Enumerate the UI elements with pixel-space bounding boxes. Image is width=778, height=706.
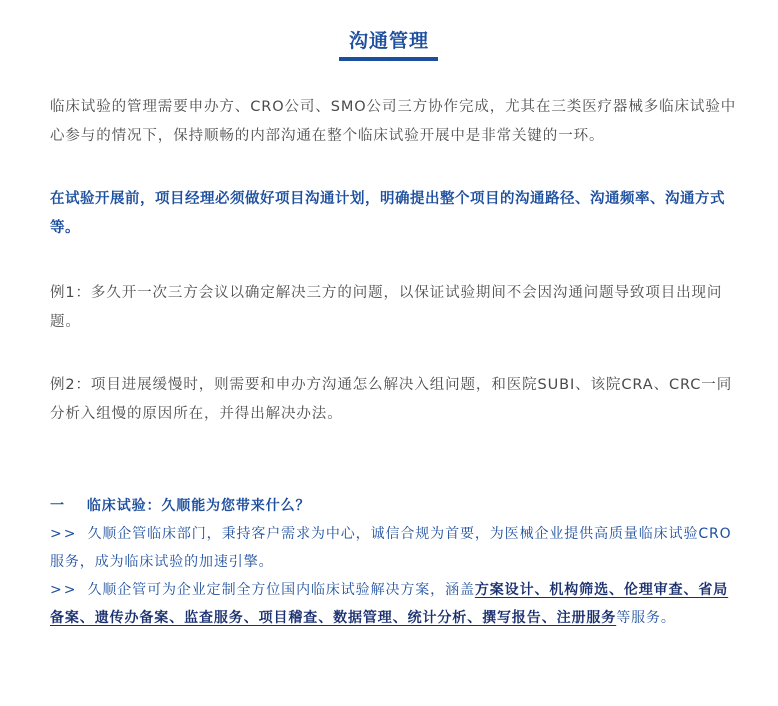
section-line-1 [50,520,740,576]
section-heading [50,492,740,520]
example-2-paragraph: 例2：项目进展缓慢时，则需要和申办方沟通怎么解决入组问题，和医院SUBI、该院CRA、CRC一同分析入组慢的原因所在，并得出解决办法。 [50,377,733,422]
section-number: 一 [50,498,65,514]
plan-paragraph: 在试验开展前，项目经理必须做好项目沟通计划，明确提出整个项目的沟通路径、沟通频率、沟通方式等。 [50,191,725,236]
section-line-1-text: 久顺企管临床部门，秉持客户需求为中心，诚信合规为首要，为医械企业提供高质量临床试验CRO服务，成为临床试验的加速引擎。 [50,526,732,570]
arrow-icon: >> [50,582,78,598]
section-line-2-suffix: 等服务。 [616,610,676,626]
intro-paragraph: 临床试验的管理需要申办方、CRO公司、SMO公司三方协作完成，尤其在三类医疗器械多临床试验中心参与的情况下，保持顺畅的内部沟通在整个临床试验开展中是非常关键的一环。 [50,99,737,144]
section-heading-text: 临床试验：久顺能为您带来什么？ [86,498,311,514]
services-section [50,492,740,632]
page-title: 沟通管理 [348,30,429,52]
title-underline [339,57,438,61]
arrow-icon: >> [50,526,78,542]
example-1-paragraph: 例1：多久开一次三方会议以确定解决三方的问题，以保证试验期间不会因沟通问题导致项目出现问题。 [50,285,723,330]
section-line-2 [50,576,740,632]
title-block [0,26,778,53]
services-link[interactable]: 方案设计、机构筛选、伦理审查、省局备案、遗传办备案、监查服务、项目稽查、数据管理、统计分析、撰写报告、注册服务 [50,582,729,626]
section-line-2-prefix: 久顺企管可为企业定制全方位国内临床试验解决方案，涵盖 [87,582,475,598]
